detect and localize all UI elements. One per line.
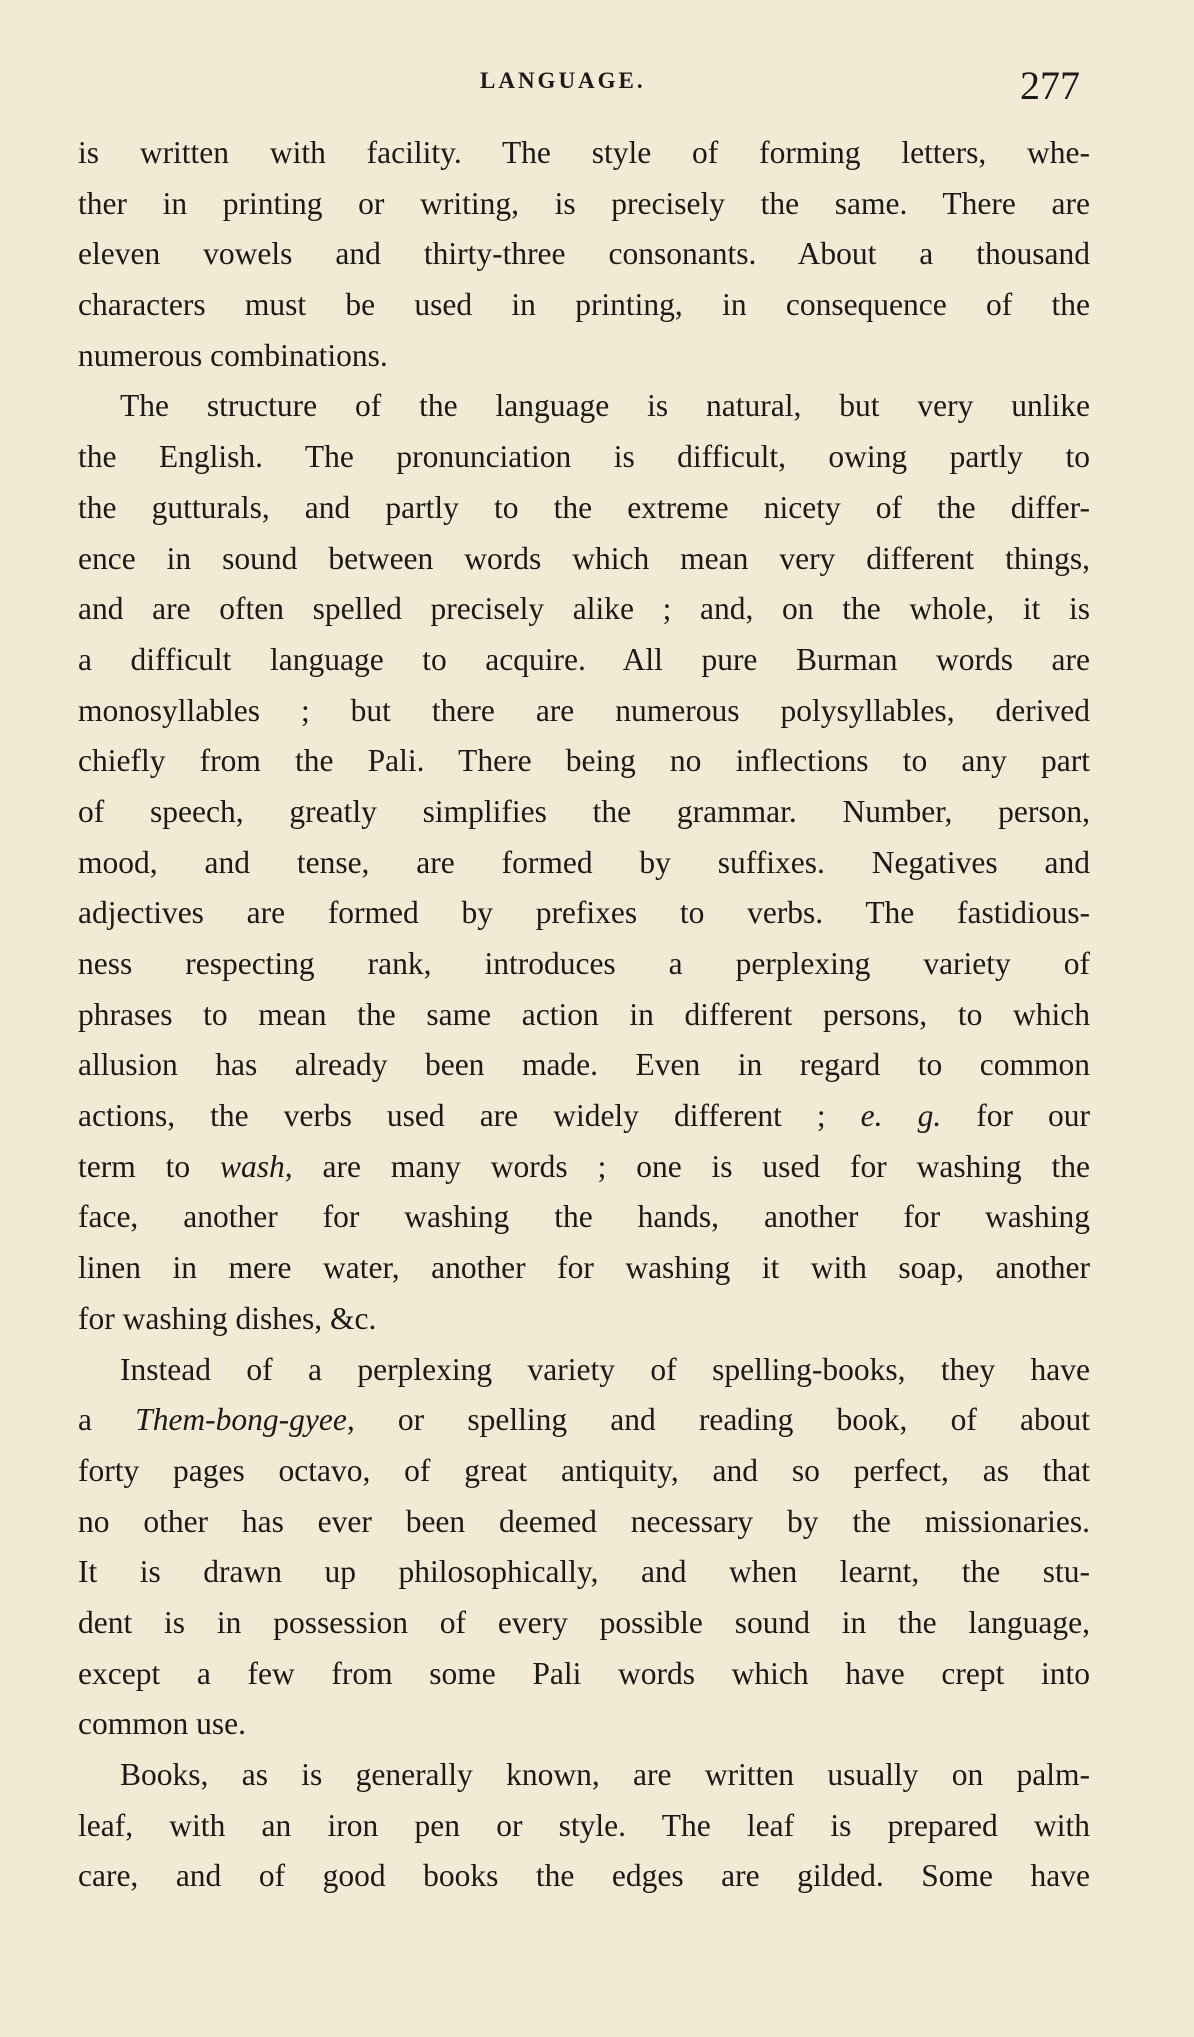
line-segment: are many words ; one is used for washing the bbox=[322, 1148, 1090, 1184]
text-line: Instead of a perplexing variety of spelling-books, they have bbox=[120, 1351, 1090, 1387]
italic-abbreviation: e. g. bbox=[860, 1098, 942, 1134]
italic-book-title: Them-bong-gyee, bbox=[135, 1402, 355, 1438]
text-line: the gutturals, and partly to the extreme nicety of the differ- bbox=[78, 489, 1090, 525]
italic-word: wash, bbox=[219, 1148, 293, 1184]
text-line: mood, and tense, are formed by suffixes. Negatives and bbox=[78, 844, 1090, 880]
text-line: leaf, with an iron pen or style. The leaf is prepared with bbox=[78, 1807, 1090, 1843]
text-line: dent is in possession of every possible sound in the language, bbox=[78, 1604, 1090, 1640]
text-line: common use. bbox=[78, 1706, 246, 1742]
text-line: chiefly from the Pali. There being no inflections to any part bbox=[78, 743, 1090, 779]
text-line: phrases to mean the same action in different persons, to which bbox=[78, 996, 1090, 1032]
text-line: and are often spelled precisely alike ; and, on the whole, it is bbox=[78, 591, 1090, 627]
text-line: linen in mere water, another for washing it with soap, another bbox=[78, 1250, 1090, 1286]
line-segment: or spelling and reading book, of about bbox=[397, 1402, 1091, 1438]
text-line: forty pages octavo, of great antiquity, and so perfect, as that bbox=[78, 1452, 1090, 1488]
text-line: ther in printing or writing, is precisely the same. There are bbox=[78, 185, 1090, 221]
line-segment: a bbox=[78, 1402, 92, 1438]
text-line: The structure of the language is natural, but very unlike bbox=[120, 388, 1090, 424]
text-line: adjectives are formed by prefixes to verbs. The fastidious- bbox=[78, 895, 1090, 931]
text-line: for washing dishes, &c. bbox=[78, 1300, 377, 1336]
text-line: monosyllables ; but there are numerous polysyllables, derived bbox=[78, 692, 1090, 728]
line-segment: for our bbox=[976, 1098, 1091, 1134]
text-line: no other has ever been deemed necessary by the missionaries. bbox=[78, 1503, 1090, 1539]
line-segment: term to bbox=[78, 1148, 191, 1184]
text-line-with-italic bbox=[78, 1395, 1090, 1446]
line-segment: actions, the verbs used are widely different ; bbox=[78, 1098, 826, 1134]
text-line: ence in sound between words which mean very different things, bbox=[78, 540, 1090, 576]
text-line: a difficult language to acquire. All pure Burman words are bbox=[78, 641, 1090, 677]
text-line: allusion has already been made. Even in regard to common bbox=[78, 1047, 1090, 1083]
text-line: care, and of good books the edges are gilded. Some have bbox=[78, 1858, 1090, 1894]
text-line: Books, as is generally known, are written usually on palm- bbox=[120, 1757, 1090, 1792]
running-head: LANGUAGE. bbox=[480, 68, 646, 93]
text-line: except a few from some Pali words which have crept into bbox=[78, 1655, 1090, 1691]
text-line-with-italic bbox=[78, 1091, 1090, 1142]
text-line: eleven vowels and thirty-three consonants. About a thousand bbox=[78, 236, 1090, 272]
text-line: face, another for washing the hands, another for washing bbox=[78, 1199, 1090, 1235]
text-line: the English. The pronunciation is difficult, owing partly to bbox=[78, 439, 1090, 475]
body-text bbox=[78, 128, 1090, 1902]
text-line: ness respecting rank, introduces a perplexing variety of bbox=[78, 946, 1090, 981]
text-line: numerous combinations. bbox=[78, 337, 388, 373]
text-line-with-italic bbox=[78, 1142, 1090, 1193]
text-line: It is drawn up philosophically, and when learnt, the stu- bbox=[78, 1554, 1090, 1590]
text-line: of speech, greatly simplifies the grammar. Number, person, bbox=[78, 793, 1090, 829]
text-line: is written with facility. The style of forming letters, whe- bbox=[78, 135, 1090, 170]
page-number: 277 bbox=[1020, 63, 1080, 108]
text-line: characters must be used in printing, in consequence of the bbox=[78, 287, 1090, 323]
